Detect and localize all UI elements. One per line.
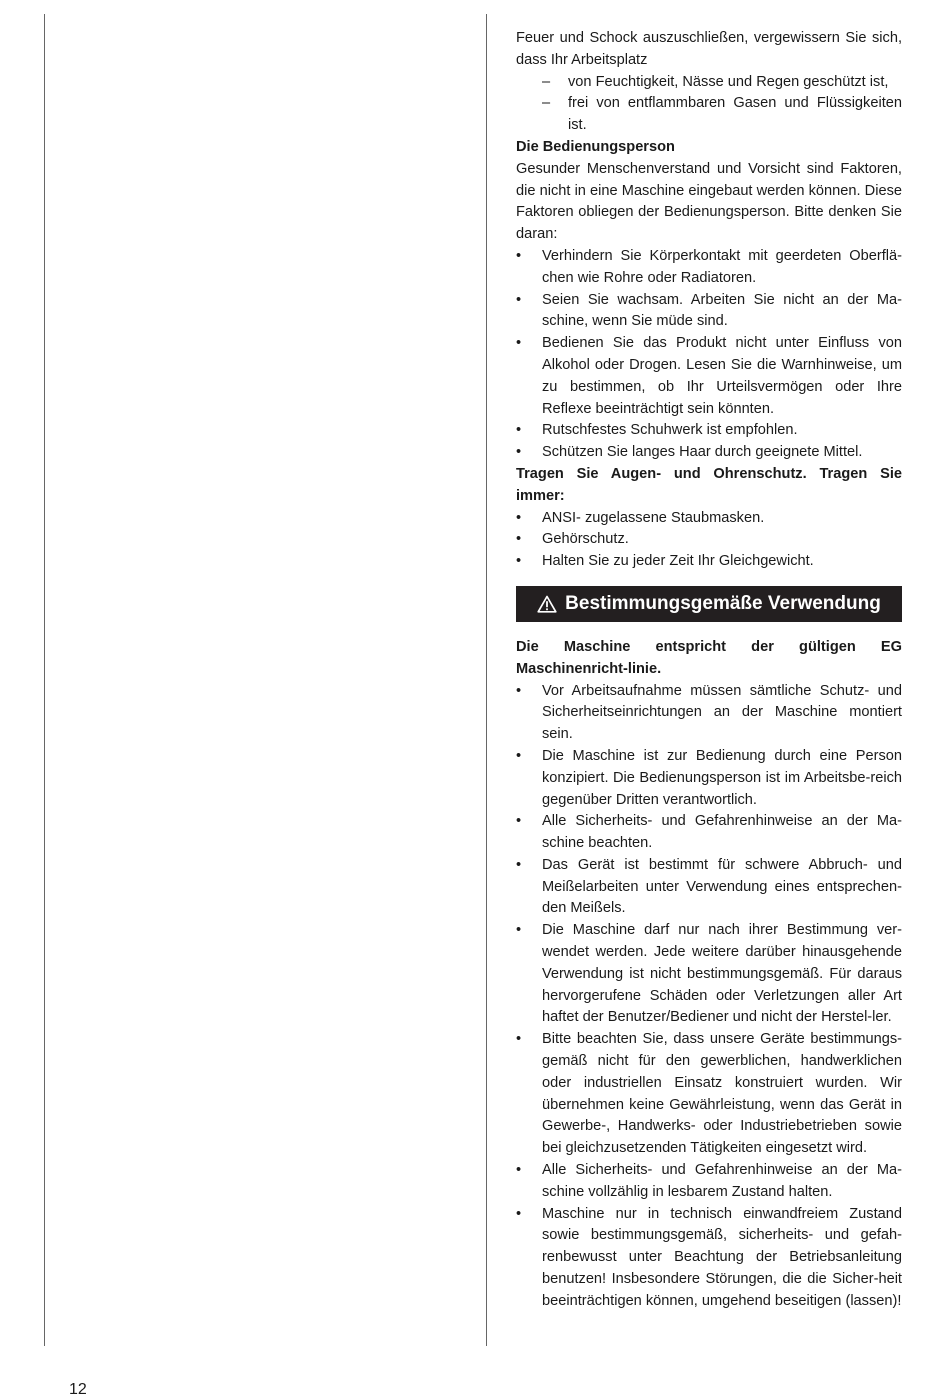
- usage-heading: Die Maschine entspricht der gültigen EG Maschinenricht-linie.: [516, 638, 902, 677]
- bullet-marker: •: [516, 247, 522, 264]
- bullet-marker: •: [516, 509, 522, 526]
- dash-item-text: von Feuchtigkeit, Nässe und Regen geschützt ist,: [568, 73, 889, 90]
- list-item: [516, 1160, 902, 1204]
- list-item: [516, 290, 902, 334]
- list-item: [516, 1029, 902, 1160]
- warning-triangle-icon: [537, 595, 557, 613]
- list-item: [516, 1204, 902, 1313]
- list-item-text: Vor Arbeitsaufnahme müssen sämtliche Schutz- und Sicherheitseinrichtungen an der Maschine montiert sein.: [542, 682, 902, 743]
- bullet-marker: •: [516, 1031, 522, 1048]
- dash-item: [516, 72, 902, 94]
- bullet-marker: •: [516, 747, 522, 764]
- bullet-marker: •: [516, 682, 522, 699]
- list-item-text: Alle Sicherheits- und Gefahrenhinweise an der Ma-schine beachten.: [542, 813, 902, 852]
- bullet-marker: •: [516, 335, 522, 352]
- dash-item-text: frei von entflammbaren Gasen und Flüssigkeiten ist.: [568, 95, 902, 134]
- dash-item: [516, 93, 902, 137]
- dash-marker: –: [542, 73, 551, 90]
- bullet-marker: •: [516, 813, 522, 830]
- bullet-marker: •: [516, 922, 522, 939]
- bullet-marker: •: [516, 291, 522, 308]
- list-item-text: Die Maschine darf nur nach ihrer Bestimmung ver-wendet werden. Jede weitere darüber hinausgehende Verwendung ist nicht bestimmungsgemäß. Für daraus hervorgerufene Schäden oder Verletzungen aller Art haftet der Benutzer/Bediener und nicht der Herstel-ler.: [542, 922, 902, 1026]
- list-item: [516, 920, 902, 1029]
- list-item-text: Halten Sie zu jeder Zeit Ihr Gleichgewicht.: [542, 553, 814, 570]
- bullet-marker: •: [516, 444, 522, 461]
- page-number: 12: [69, 1381, 87, 1398]
- list-item: [516, 442, 902, 464]
- right-text-column: [516, 28, 902, 1313]
- bullet-marker: •: [516, 553, 522, 570]
- protection-heading: Tragen Sie Augen- und Ohrenschutz. Tragen Sie immer:: [516, 465, 902, 504]
- list-item: [516, 551, 902, 573]
- list-item-text: Das Gerät ist bestimmt für schwere Abbruch- und Meißelarbeiten unter Verwendung eines entsprechen-den Meißels.: [542, 856, 902, 917]
- list-item-text: Schützen Sie langes Haar durch geeignete Mittel.: [542, 444, 863, 461]
- intro-paragraph: Feuer und Schock auszuschließen, vergewissern Sie sich, dass Ihr Arbeitsplatz: [516, 30, 902, 68]
- list-item: [516, 811, 902, 855]
- operator-heading: Die Bedienungsperson: [516, 138, 675, 155]
- list-item-text: Rutschfestes Schuhwerk ist empfohlen.: [542, 422, 798, 439]
- list-item-text: ANSI- zugelassene Staubmasken.: [542, 509, 765, 526]
- bullet-marker: •: [516, 1205, 522, 1222]
- bullet-marker: •: [516, 531, 522, 548]
- bullet-marker: •: [516, 856, 522, 873]
- banner-title: Bestimmungsgemäße Verwendung: [565, 593, 881, 615]
- dash-marker: –: [542, 95, 551, 112]
- list-item: [516, 855, 902, 920]
- list-item-text: Die Maschine ist zur Bedienung durch eine Person konzipiert. Die Bedienungsperson ist im Arbeitsbe-reich gegenüber Dritten verantwortlich.: [542, 747, 902, 808]
- list-item-text: Alle Sicherheits- und Gefahrenhinweise an der Ma-schine vollzählig in lesbarem Zustand halten.: [542, 1162, 902, 1200]
- column-rule-left: [44, 14, 45, 1346]
- list-item: [516, 246, 902, 290]
- list-item-text: Bedienen Sie das Produkt nicht unter Einfluss von Alkohol oder Drogen. Lesen Sie die Warnhinweise, um zu bestimmen, ob Ihr Urteilsvermögen oder Ihre Reflexe beeinträchtigt sein könnten.: [542, 335, 902, 417]
- bullet-marker: •: [516, 1162, 522, 1179]
- column-rule-middle: [486, 14, 487, 1346]
- list-item: [516, 333, 902, 420]
- list-item-text: Verhindern Sie Körperkontakt mit geerdeten Oberflä-chen wie Rohre oder Radiatoren.: [542, 247, 902, 286]
- list-item-text: Bitte beachten Sie, dass unsere Geräte bestimmungs-gemäß nicht für den gewerblichen, handwerklichen oder industriellen Einsatz konstruiert wurden. Wir übernehmen keine Gewährleistung, wenn das Gerät in Gewerbe-, Handwerks- oder Industriebetrieben sowie bei gleichzusetzenden Tätigkeiten eingesetzt wird.: [542, 1031, 902, 1157]
- list-item: [516, 508, 902, 530]
- list-item: [516, 746, 902, 811]
- list-item: [516, 529, 902, 551]
- bullet-marker: •: [516, 422, 522, 439]
- section-banner: [516, 586, 902, 622]
- list-item-text: Gehörschutz.: [542, 531, 629, 548]
- list-item: [516, 681, 902, 746]
- list-item-text: Seien Sie wachsam. Arbeiten Sie nicht an der Ma-schine, wenn Sie müde sind.: [542, 291, 902, 330]
- list-item-text: Maschine nur in technisch einwandfreiem Zustand sowie bestimmungsgemäß, sicherheits- und gefah-renbewusst unter Beachtung der Betriebsanleitung benutzen! Insbesondere Störungen, die die Sicher-heit beeinträchtigen können, umgehend beseitigen (lassen)!: [542, 1205, 902, 1309]
- list-item: [516, 420, 902, 442]
- operator-paragraph: Gesunder Menschenverstand und Vorsicht sind Faktoren, die nicht in eine Maschine eingebaut werden können. Diese Faktoren obliegen der Bedienungsperson. Bitte denken Sie daran:: [516, 160, 902, 243]
